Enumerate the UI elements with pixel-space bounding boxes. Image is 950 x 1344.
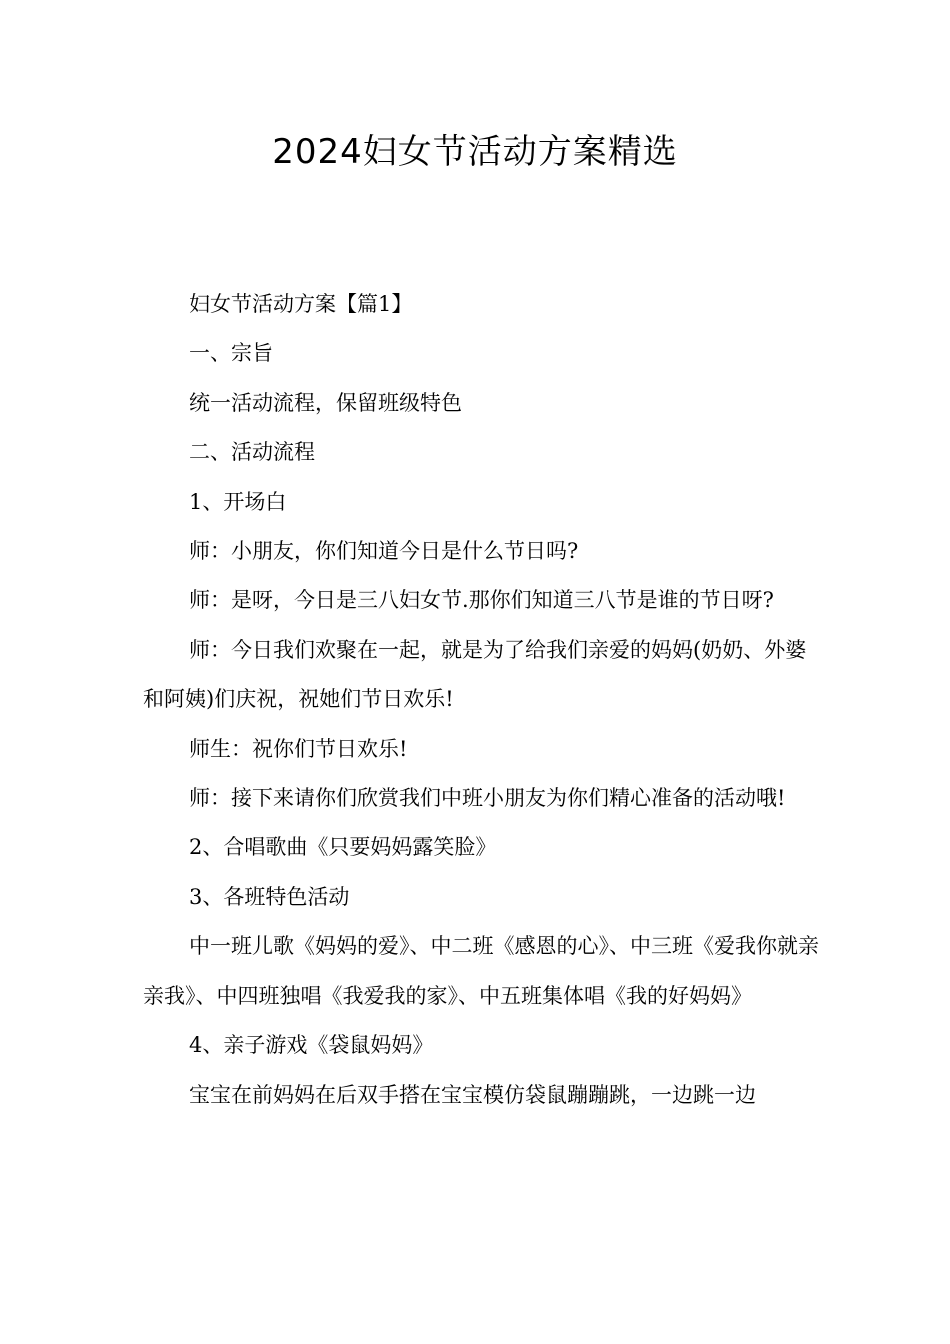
heading-process: 二、活动流程 <box>189 440 315 465</box>
paragraph: 师：接下来请你们欣赏我们中班小朋友为你们精心准备的活动哦! <box>189 786 786 811</box>
paragraph: 中一班儿歌《妈妈的爱》、中二班《感恩的心》、中三班《爱我你就亲亲我》、中四班独唱《我爱我的家》、中五班集体唱《我的好妈妈》 <box>143 934 819 1008</box>
document-body <box>143 280 823 1120</box>
paragraph: 师：今日我们欢聚在一起，就是为了给我们亲爱的妈妈(奶奶、外婆和阿姨)们庆祝，祝她们节日欢乐! <box>143 637 807 712</box>
paragraph: 统一活动流程，保留班级特色 <box>189 390 462 415</box>
paragraph: 师：是呀，今日是三八妇女节.那你们知道三八节是谁的节日呀? <box>189 588 774 613</box>
document-title: 2024妇女节活动方案精选 <box>272 132 678 172</box>
heading-purpose: 一、宗旨 <box>189 341 273 366</box>
subheading: 2、合唱歌曲《只要妈妈露笑脸》 <box>189 835 497 860</box>
section-heading: 妇女节活动方案【篇1】 <box>189 292 413 316</box>
subheading: 3、各班特色活动 <box>189 884 350 909</box>
paragraph: 师：小朋友，你们知道今日是什么节日吗? <box>189 539 579 564</box>
subheading: 1、开场白 <box>189 489 287 514</box>
paragraph: 宝宝在前妈妈在后双手搭在宝宝模仿袋鼠蹦蹦跳，一边跳一边 <box>189 1082 756 1107</box>
paragraph: 师生：祝你们节日欢乐! <box>189 736 408 761</box>
subheading: 4、亲子游戏《袋鼠妈妈》 <box>189 1033 434 1058</box>
